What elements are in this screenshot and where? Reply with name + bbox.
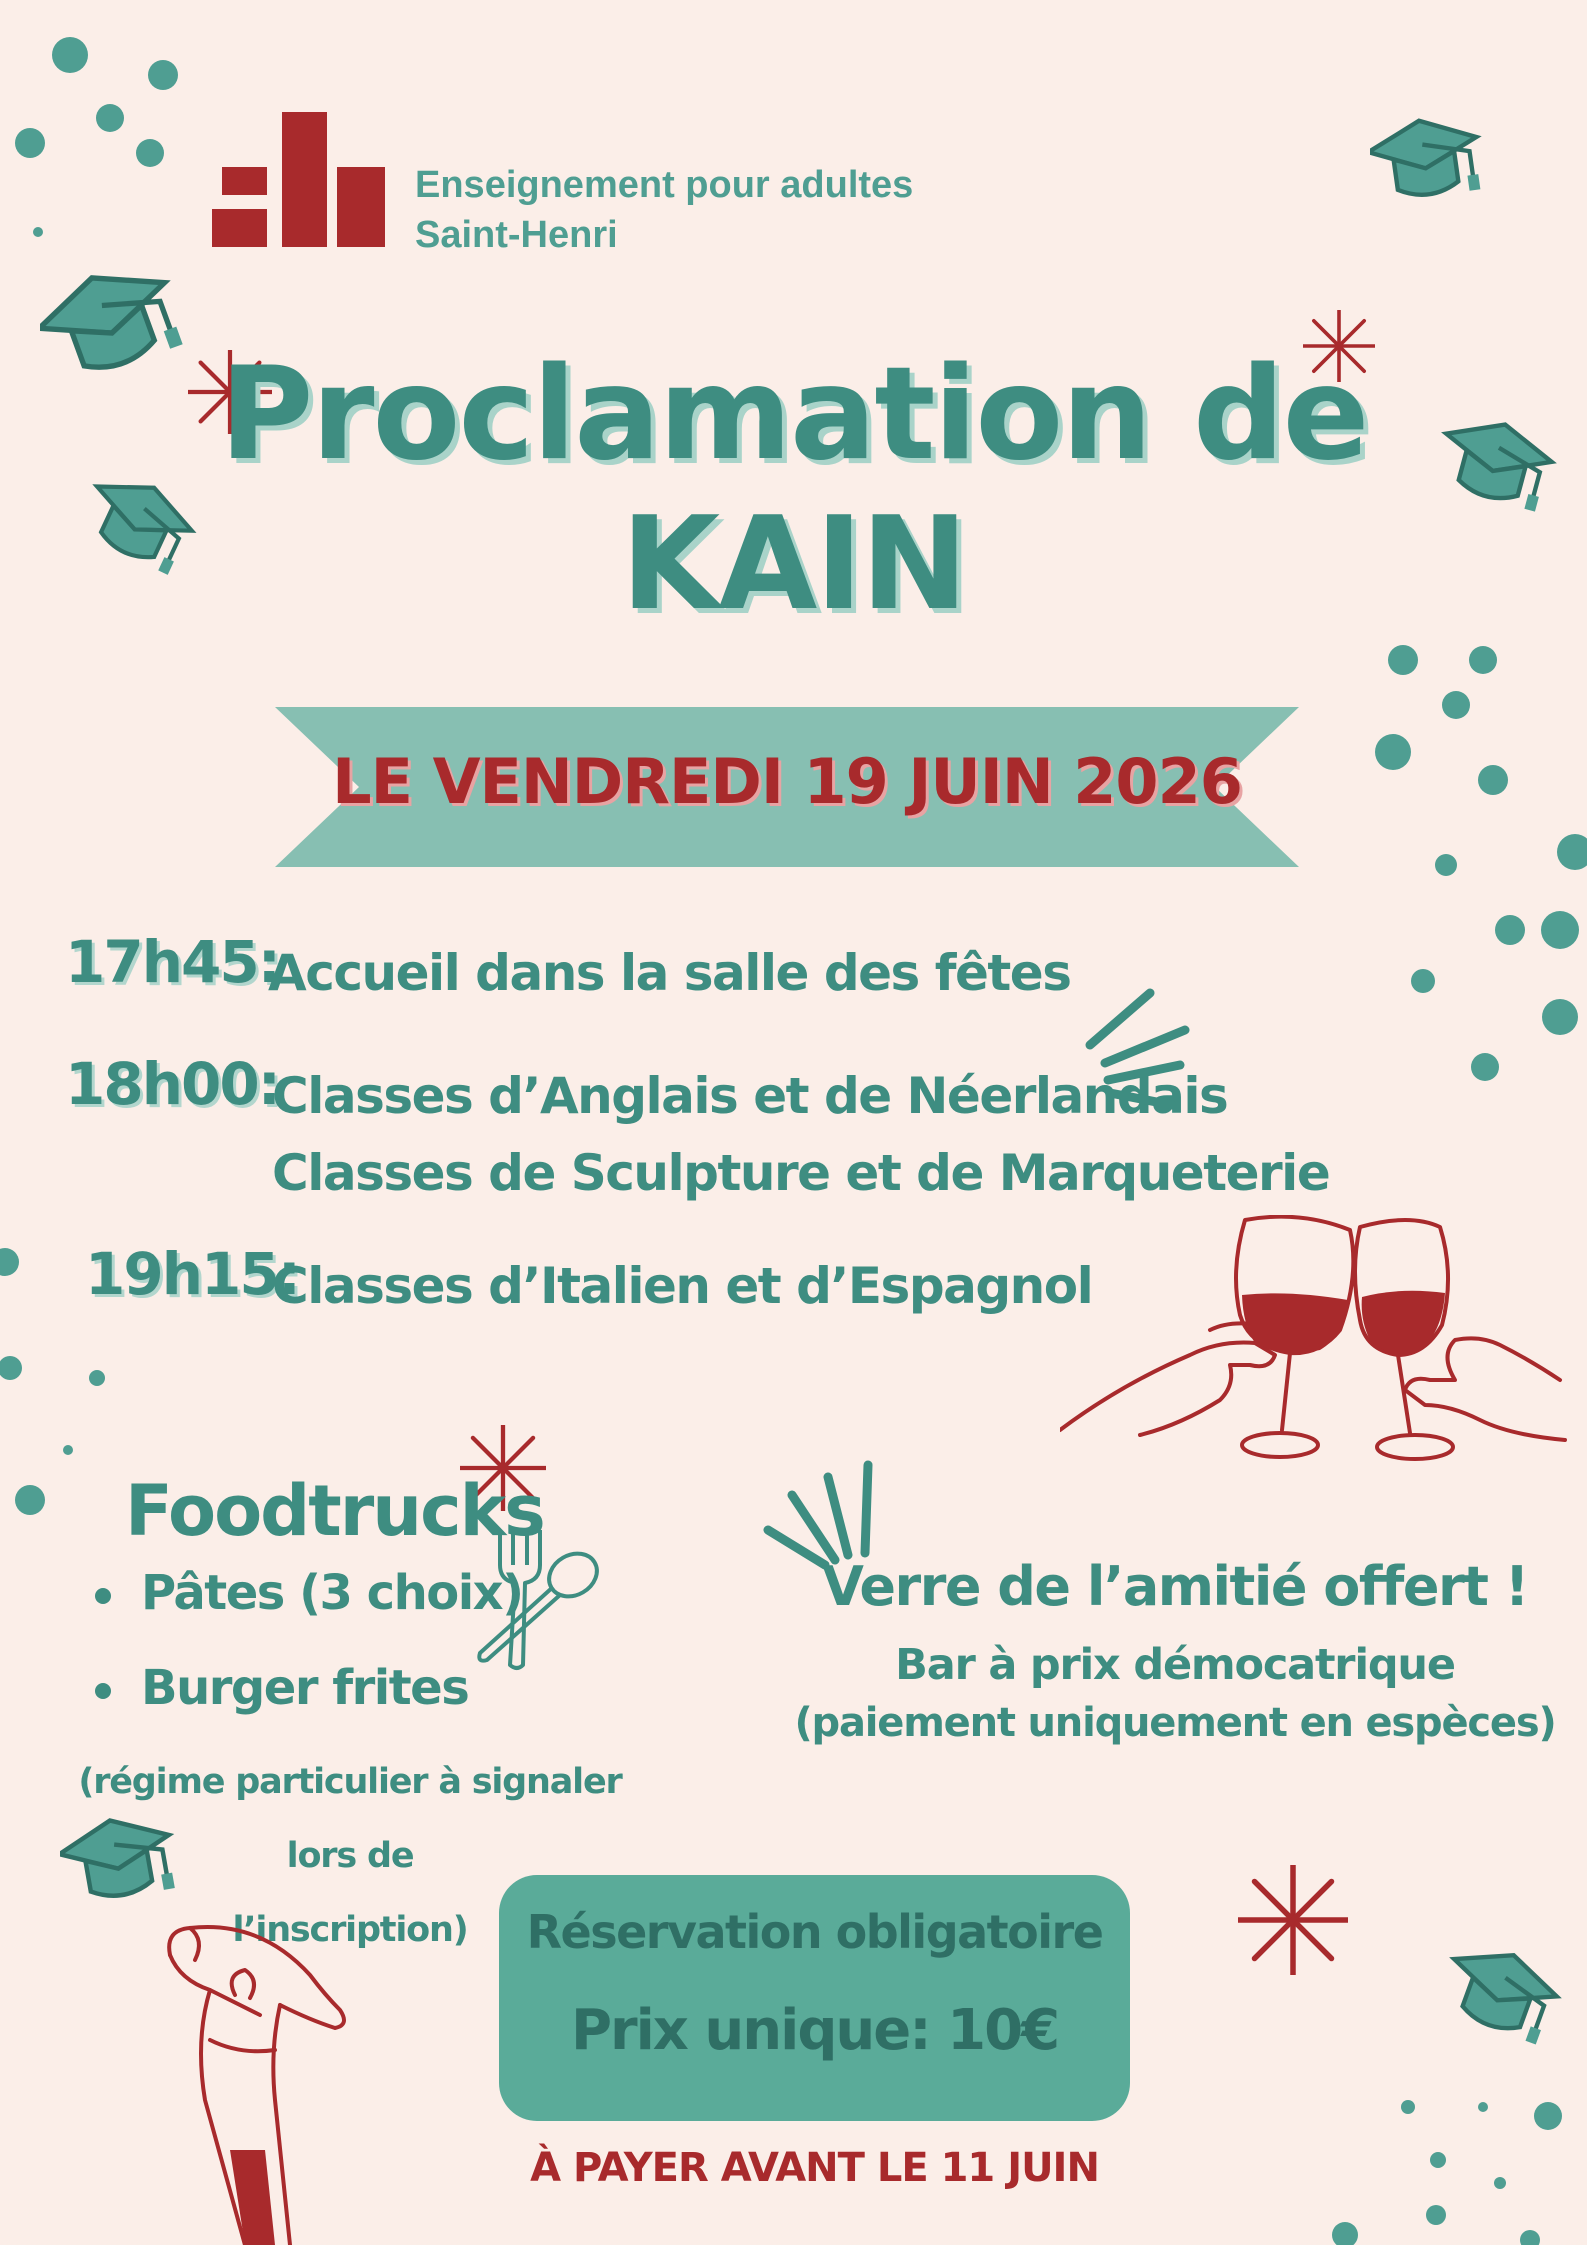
schedule-time-3: 19h15: [85, 1240, 299, 1308]
logo-line-2: Saint-Henri [415, 214, 618, 256]
logo-line-1: Enseignement pour adultes [415, 164, 914, 206]
schedule-time-2: 18h00: [65, 1050, 279, 1118]
burst-lines-icon [1080, 985, 1200, 1115]
page-title [0, 340, 1587, 640]
fork-spoon-icon [465, 1525, 605, 1675]
wine-glasses-icon [1060, 1215, 1570, 1485]
sparkle-icon [1238, 1865, 1348, 1975]
graduation-cap-icon [1445, 1940, 1565, 2050]
payment-info: (paiement uniquement en espèces) [794, 1700, 1556, 1746]
food-item-2 [95, 1660, 468, 1716]
bullet-icon [95, 1683, 111, 1699]
diet-note-line-2: l’inscription) [232, 1910, 468, 1950]
graduation-cap-icon [1370, 110, 1490, 210]
schedule-time-1: 17h45: [65, 928, 279, 996]
foodtrucks-title: Foodtrucks [125, 1470, 544, 1552]
drinks-title: Verre de l’amitié offert ! [822, 1555, 1528, 1618]
schedule-desc-3: Classes d’Italien et d’Espagnol [272, 1257, 1093, 1315]
food-item-1 [95, 1565, 523, 1621]
payment-deadline: À PAYER AVANT LE 11 JUIN [530, 2145, 1099, 2191]
bar-info: Bar à prix démocatrique [895, 1640, 1455, 1690]
logo-mark [210, 112, 390, 257]
diet-note-line-1: (régime particulier à signaler lors de [78, 1762, 622, 1876]
event-date: LE VENDREDI 19 JUIN 2026 [332, 745, 1242, 818]
reservation-price: Prix unique: 10€ [570, 1998, 1059, 2063]
schedule-desc-2b: Classes de Sculpture et de Marqueterie [272, 1144, 1330, 1202]
reservation-title: Réservation obligatoire [526, 1905, 1103, 1959]
schedule-desc-2a: Classes d’Anglais et de Néerlandais [272, 1067, 1228, 1125]
food-item-1-label: Pâtes (3 choix) [141, 1565, 523, 1621]
food-item-2-label: Burger frites [141, 1660, 469, 1716]
title-line-1: Proclamation de [219, 340, 1368, 489]
diploma-icon [150, 1900, 350, 2245]
logo-text [415, 160, 913, 260]
title-line-2: KAIN [621, 490, 966, 639]
schedule-desc-1: Accueil dans la salle des fêtes [268, 944, 1071, 1002]
burst-lines-icon [760, 1455, 880, 1570]
bullet-icon [95, 1588, 111, 1604]
